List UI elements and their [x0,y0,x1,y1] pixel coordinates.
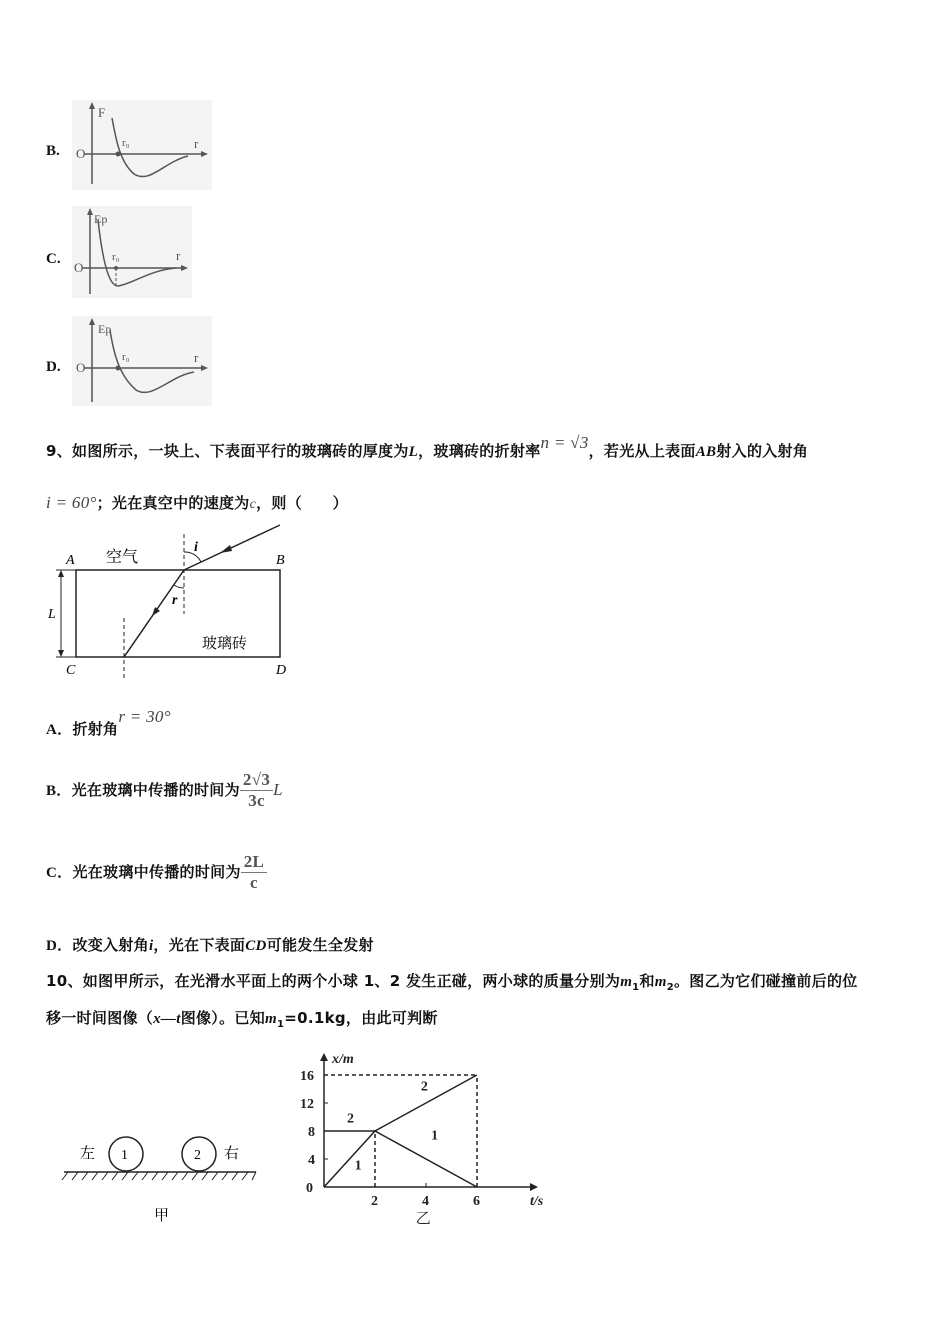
xt-graph [290,1036,544,1227]
svg-text:左: 左 [80,1146,96,1162]
svg-text:D: D [276,663,287,678]
n-expression: n = √3 [540,433,589,452]
x-tick-label: 2 [371,1194,378,1209]
y-axis-label: x/m [332,1052,354,1067]
origin-label: O [76,360,86,375]
x-axis-arrow [530,1183,538,1191]
glass-block-diagram [44,520,304,680]
series-line-1 [324,1131,477,1187]
svg-text:1: 1 [121,1148,128,1163]
svg-text:甲: 甲 [154,1208,170,1224]
svg-text:i: i [194,540,198,555]
option-b-label: B. [46,143,60,159]
q9-option-d: D．改变入射角i，光在下表面CD可能发生全发射 [46,936,374,954]
svg-text:C: C [66,663,76,678]
svg-text:右: 右 [224,1146,240,1162]
potential-energy-graph-c [72,206,192,298]
option-d-label: D. [46,359,61,375]
x-tick-label: 6 [473,1194,480,1209]
axis-y-label: F [98,105,106,120]
axis-x-label: r [176,248,181,263]
origin-label: O [76,146,86,161]
figure-caption: 乙 [415,1211,431,1227]
axis-y-label: Ep [98,322,112,336]
origin-label: O [74,260,84,275]
q9-option-c: C．光在玻璃中传播的时间为 $\frac{2L}{c}$ [46,852,267,893]
y-tick-label: 12 [300,1097,314,1112]
option-c-label: C. [46,251,61,267]
svg-text:B: B [276,553,285,568]
axis-x-label: r [194,136,199,151]
svg-text:r: r [172,593,178,608]
axis-y-label: Ep [94,212,108,226]
time-fraction-b: $\frac{2√3}{3c}$ [240,770,273,811]
q9-stem-line1: 9、如图所示，一块上、下表面平行的玻璃砖的厚度为L，玻璃砖的折射率n = √3，若光从上表面AB射入的入射角 [46,433,809,460]
series-label: 1 [354,1158,362,1174]
q9-option-b: B．光在玻璃中传播的时间为 $\frac{2√3}{3c}$ L [46,770,283,810]
q10-stem-line2: 移一时间图像（x—t图像）。已知$m_1=0.1kg$，由此可判断 [46,1009,438,1030]
i-expression: i = 60° [46,493,97,512]
q9-stem-line2: i = 60°；光在真空中的速度为c，则（ ） [46,493,348,512]
x-tick-label: 4 [422,1194,429,1209]
y-tick-label: 16 [300,1069,314,1084]
r0-label: r₀ [122,137,130,149]
origin-label: 0 [306,1181,313,1196]
series-label: 2 [346,1111,354,1127]
potential-energy-graph-d [72,316,212,406]
y-axis-arrow [320,1053,328,1061]
force-curve-graph [72,100,212,190]
q10-stem-line1: 10、如图甲所示，在光滑水平面上的两个小球 1、2 发生正碰，两小球的质量分别为$m_1$和$m_2$。图乙为它们碰撞前后的位 [46,972,858,993]
time-fraction-c: $\frac{2L}{c}$ [241,852,267,893]
axis-x-label: r [194,350,199,365]
series-label: 1 [431,1128,439,1144]
svg-text:空气: 空气 [106,549,139,566]
y-tick-label: 4 [308,1153,315,1168]
collision-setup-diagram [56,1128,266,1228]
r0-label: r₀ [122,351,130,363]
x-axis-label: t/s [530,1194,544,1209]
svg-text:L: L [48,607,56,622]
y-tick-label: 8 [308,1125,315,1140]
svg-text:2: 2 [194,1148,201,1163]
svg-text:A: A [66,553,75,568]
svg-text:玻璃砖: 玻璃砖 [202,636,248,652]
r0-label: r₀ [112,251,120,263]
series-label: 2 [420,1079,428,1095]
q9-option-a: A．折射角r = 30° [46,707,171,738]
